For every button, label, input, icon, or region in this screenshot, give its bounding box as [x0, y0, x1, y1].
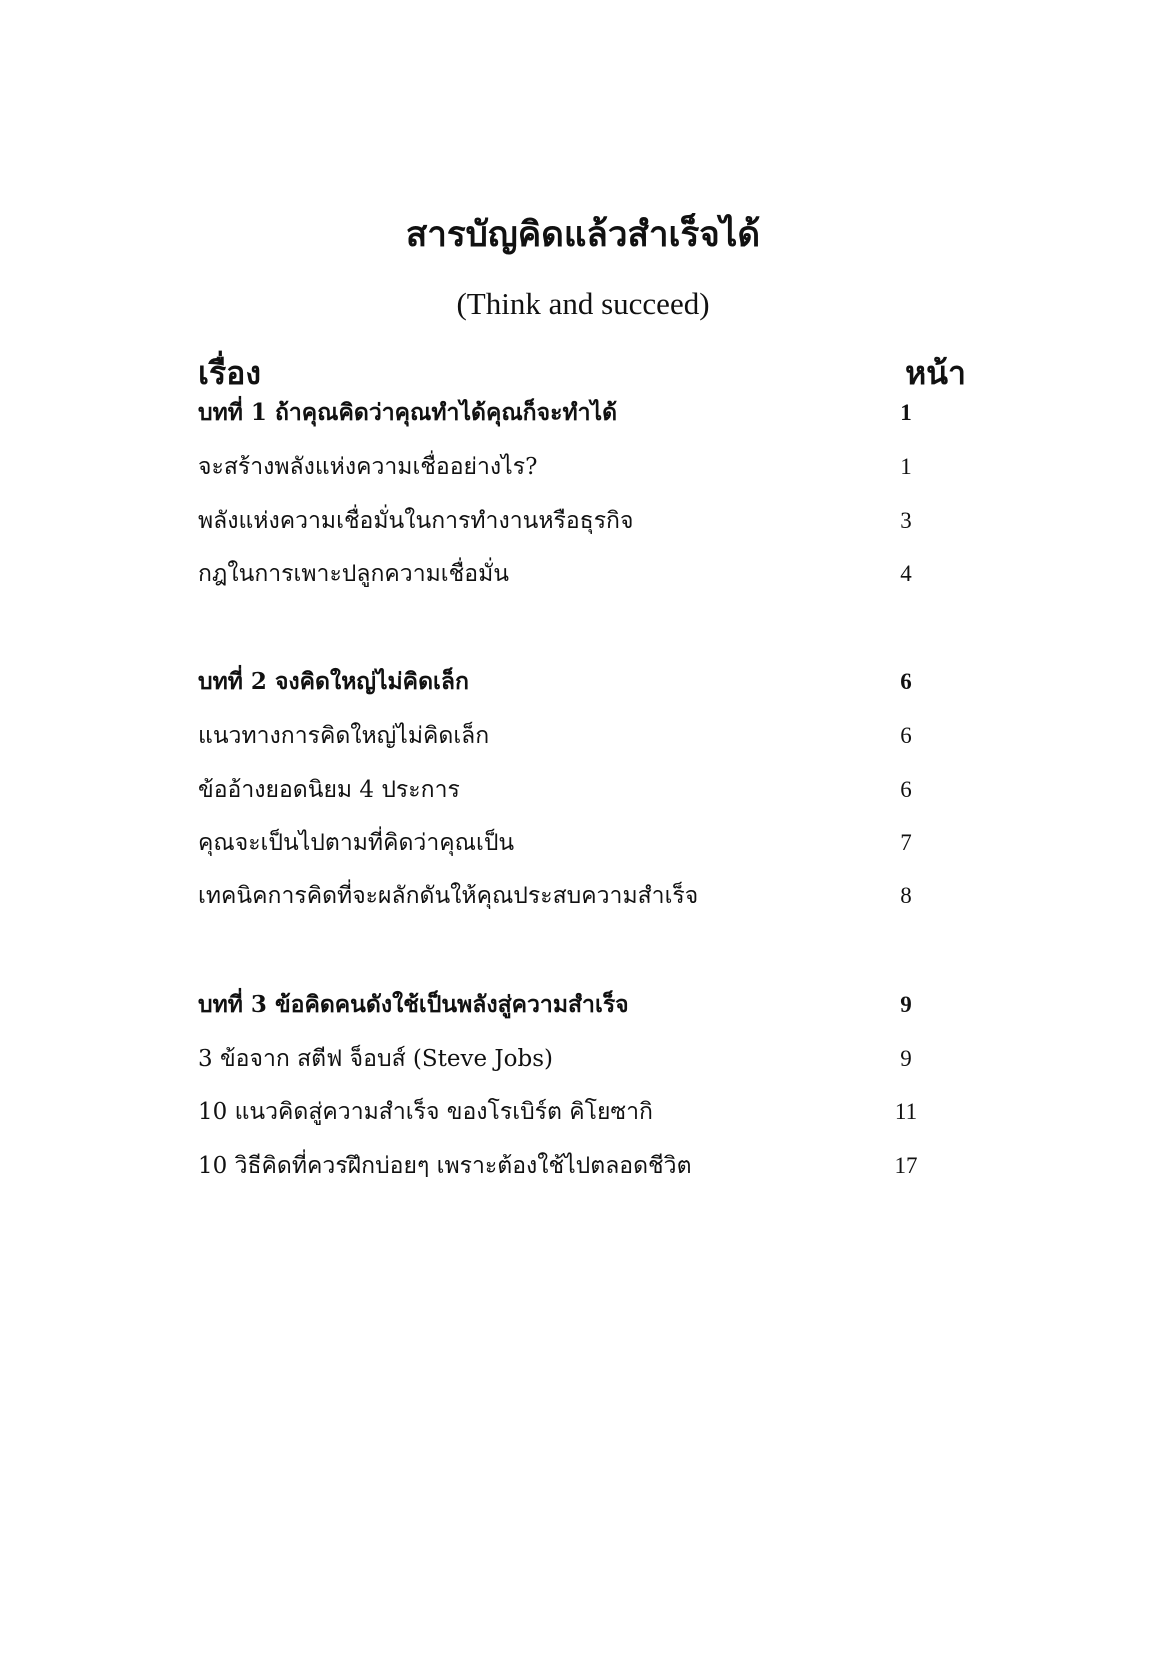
toc-entry-text: บทที่ 1 ถ้าคุณคิดว่าคุณทำได้คุณก็จะทำได้ — [198, 399, 618, 426]
toc-entry — [198, 501, 936, 541]
toc-entry-text: เทคนิคการคิดที่จะผลักดันให้คุณประสบความสำเร็จ — [198, 883, 699, 909]
toc-entry-text: จะสร้างพลังแห่งความเชื่ออย่างไร? — [198, 454, 538, 480]
toc-entry-page: 7 — [900, 830, 912, 855]
toc-entry — [198, 1092, 936, 1132]
toc-entry — [198, 447, 936, 487]
toc-entry-page: 9 — [900, 992, 912, 1017]
toc-entry-text: แนวทางการคิดใหญ่ไม่คิดเล็ก — [198, 723, 490, 749]
toc-entry-page: 1 — [900, 454, 912, 479]
toc-entry — [198, 1146, 936, 1186]
toc-entry-page: 9 — [900, 1046, 912, 1071]
toc-entry — [198, 823, 936, 863]
toc-entry-page: 6 — [900, 777, 912, 802]
toc-entry-text: 10 วิธีคิดที่ควรฝึกบ่อยๆ เพราะต้องใช้ไปตลอดชีวิต — [198, 1153, 692, 1179]
toc-entry — [198, 876, 936, 916]
toc-entry-text: บทที่ 3 ข้อคิดคนดังใช้เป็นพลังสู่ความสำเร็จ — [198, 991, 629, 1018]
toc-entry-text: บทที่ 2 จงคิดใหญ่ไม่คิดเล็ก — [198, 668, 469, 695]
toc-entry-text: คุณจะเป็นไปตามที่คิดว่าคุณเป็น — [198, 830, 515, 856]
toc-chapter-2 — [198, 662, 936, 702]
toc-entry-text: กฎในการเพาะปลูกความเชื่อมั่น — [198, 561, 509, 587]
toc-entry-page: 6 — [900, 669, 912, 694]
toc-entry-text: ข้ออ้างยอดนิยม 4 ประการ — [198, 777, 460, 803]
toc-chapter-1 — [198, 393, 936, 433]
toc-entry-page: 6 — [900, 723, 912, 748]
page-title: สารบัญคิดแล้วสำเร็จได้ — [405, 214, 761, 255]
toc-entry-page: 8 — [900, 883, 912, 908]
toc-chapter-3 — [198, 985, 936, 1025]
toc-entry — [198, 1039, 936, 1079]
toc-entry — [198, 554, 936, 594]
toc-entry-page: 4 — [900, 561, 912, 586]
toc-entry — [198, 716, 936, 756]
toc-entry-page: 3 — [900, 508, 912, 533]
toc-entry-text: 10 แนวคิดสู่ความสำเร็จ ของโรเบิร์ต คิโยซากิ — [198, 1099, 653, 1125]
toc-entry-text: พลังแห่งความเชื่อมั่นในการทำงานหรือธุรกิจ — [198, 508, 634, 534]
toc-entry-text: 3 ข้อจาก สตีฟ จ็อบส์ (Steve Jobs) — [198, 1046, 553, 1072]
toc-header-page: หน้า — [905, 354, 966, 392]
toc-entry-page: 11 — [894, 1099, 918, 1124]
toc-header-topic: เรื่อง — [198, 354, 261, 392]
toc-entry — [198, 770, 936, 810]
toc-entry-page: 17 — [894, 1153, 918, 1178]
page-subtitle: (Think and succeed) — [456, 286, 710, 321]
toc-entry-page: 1 — [900, 400, 912, 425]
